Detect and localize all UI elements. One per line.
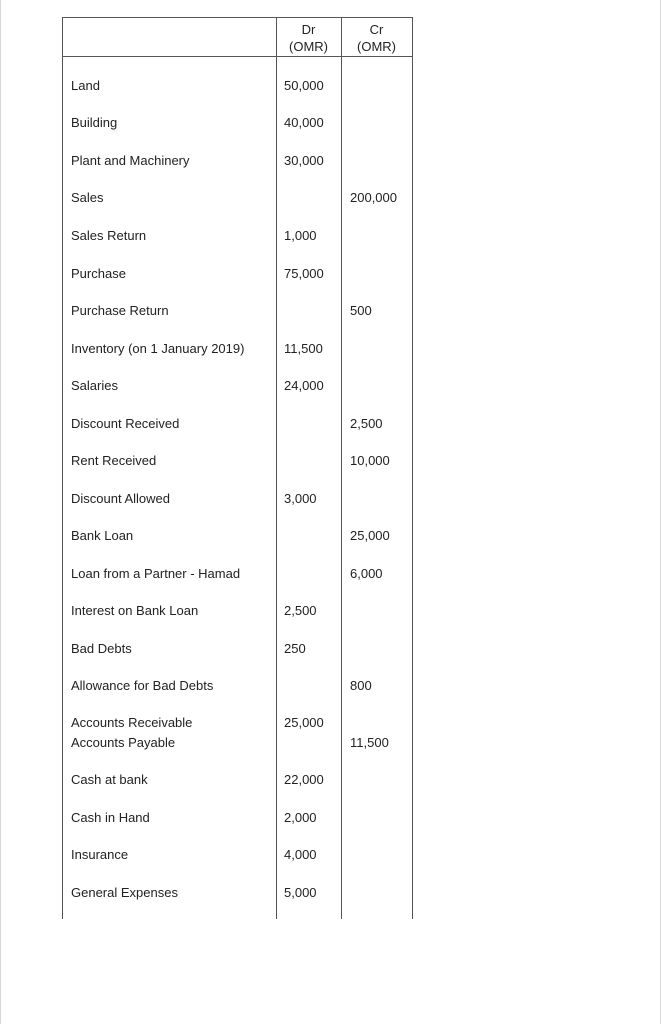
page-border-left (0, 0, 1, 1024)
credit-amount: 25,000 (350, 528, 390, 543)
account-name: Interest on Bank Loan (71, 603, 199, 618)
debit-amount: 1,000 (284, 228, 317, 243)
account-name: Accounts Receivable (71, 715, 193, 730)
account-name: Sales (71, 190, 104, 205)
column-header-dr-label: Dr (301, 22, 316, 37)
column-header-cr-label: Cr (369, 22, 384, 37)
column-divider-cr (341, 17, 342, 919)
debit-amount: 5,000 (284, 885, 317, 900)
account-name: Land (71, 78, 100, 93)
account-name: Inventory (on 1 January 2019) (71, 341, 245, 356)
debit-amount: 2,000 (284, 810, 317, 825)
account-name: Cash at bank (71, 772, 148, 787)
account-name: Accounts Payable (71, 735, 176, 750)
credit-amount: 800 (350, 678, 372, 693)
column-header-dr-unit: (OMR) (289, 39, 328, 54)
credit-amount: 500 (350, 303, 372, 318)
debit-amount: 11,500 (284, 341, 323, 356)
trial-balance-table (62, 17, 413, 919)
credit-amount: 200,000 (350, 190, 397, 205)
account-name: Plant and Machinery (71, 153, 190, 168)
table-border-left (62, 17, 63, 919)
account-name: Building (71, 115, 118, 130)
debit-amount: 40,000 (284, 115, 324, 130)
debit-amount: 75,000 (284, 266, 324, 281)
account-name: Sales Return (71, 228, 147, 243)
account-name: Allowance for Bad Debts (71, 678, 214, 693)
account-name: Rent Received (71, 453, 157, 468)
column-header-cr (341, 21, 412, 55)
debit-amount: 2,500 (284, 603, 317, 618)
debit-amount: 22,000 (284, 772, 324, 787)
account-name: Cash in Hand (71, 810, 150, 825)
credit-amount: 6,000 (350, 566, 383, 581)
table-border-top (62, 17, 413, 18)
column-header-dr (276, 21, 341, 55)
account-name: Purchase (71, 266, 126, 281)
debit-amount: 24,000 (284, 378, 324, 393)
debit-amount: 30,000 (284, 153, 324, 168)
debit-amount: 250 (284, 641, 306, 656)
credit-amount: 10,000 (350, 453, 390, 468)
account-name: Salaries (71, 378, 118, 393)
account-name: Bad Debts (71, 641, 132, 656)
account-name: Purchase Return (71, 303, 169, 318)
column-divider-dr (276, 17, 277, 919)
account-name: Bank Loan (71, 528, 134, 543)
table-border-right (412, 17, 413, 919)
credit-amount: 2,500 (350, 416, 383, 431)
column-header-cr-unit: (OMR) (357, 39, 396, 54)
debit-amount: 4,000 (284, 847, 317, 862)
header-divider (62, 56, 413, 57)
account-name: Loan from a Partner - Hamad (71, 566, 241, 581)
debit-amount: 50,000 (284, 78, 324, 93)
account-name: Discount Received (71, 416, 180, 431)
account-name: General Expenses (71, 885, 178, 900)
debit-amount: 3,000 (284, 491, 317, 506)
account-name: Discount Allowed (71, 491, 170, 506)
account-name: Insurance (71, 847, 129, 862)
credit-amount: 11,500 (350, 735, 389, 750)
debit-amount: 25,000 (284, 715, 324, 730)
